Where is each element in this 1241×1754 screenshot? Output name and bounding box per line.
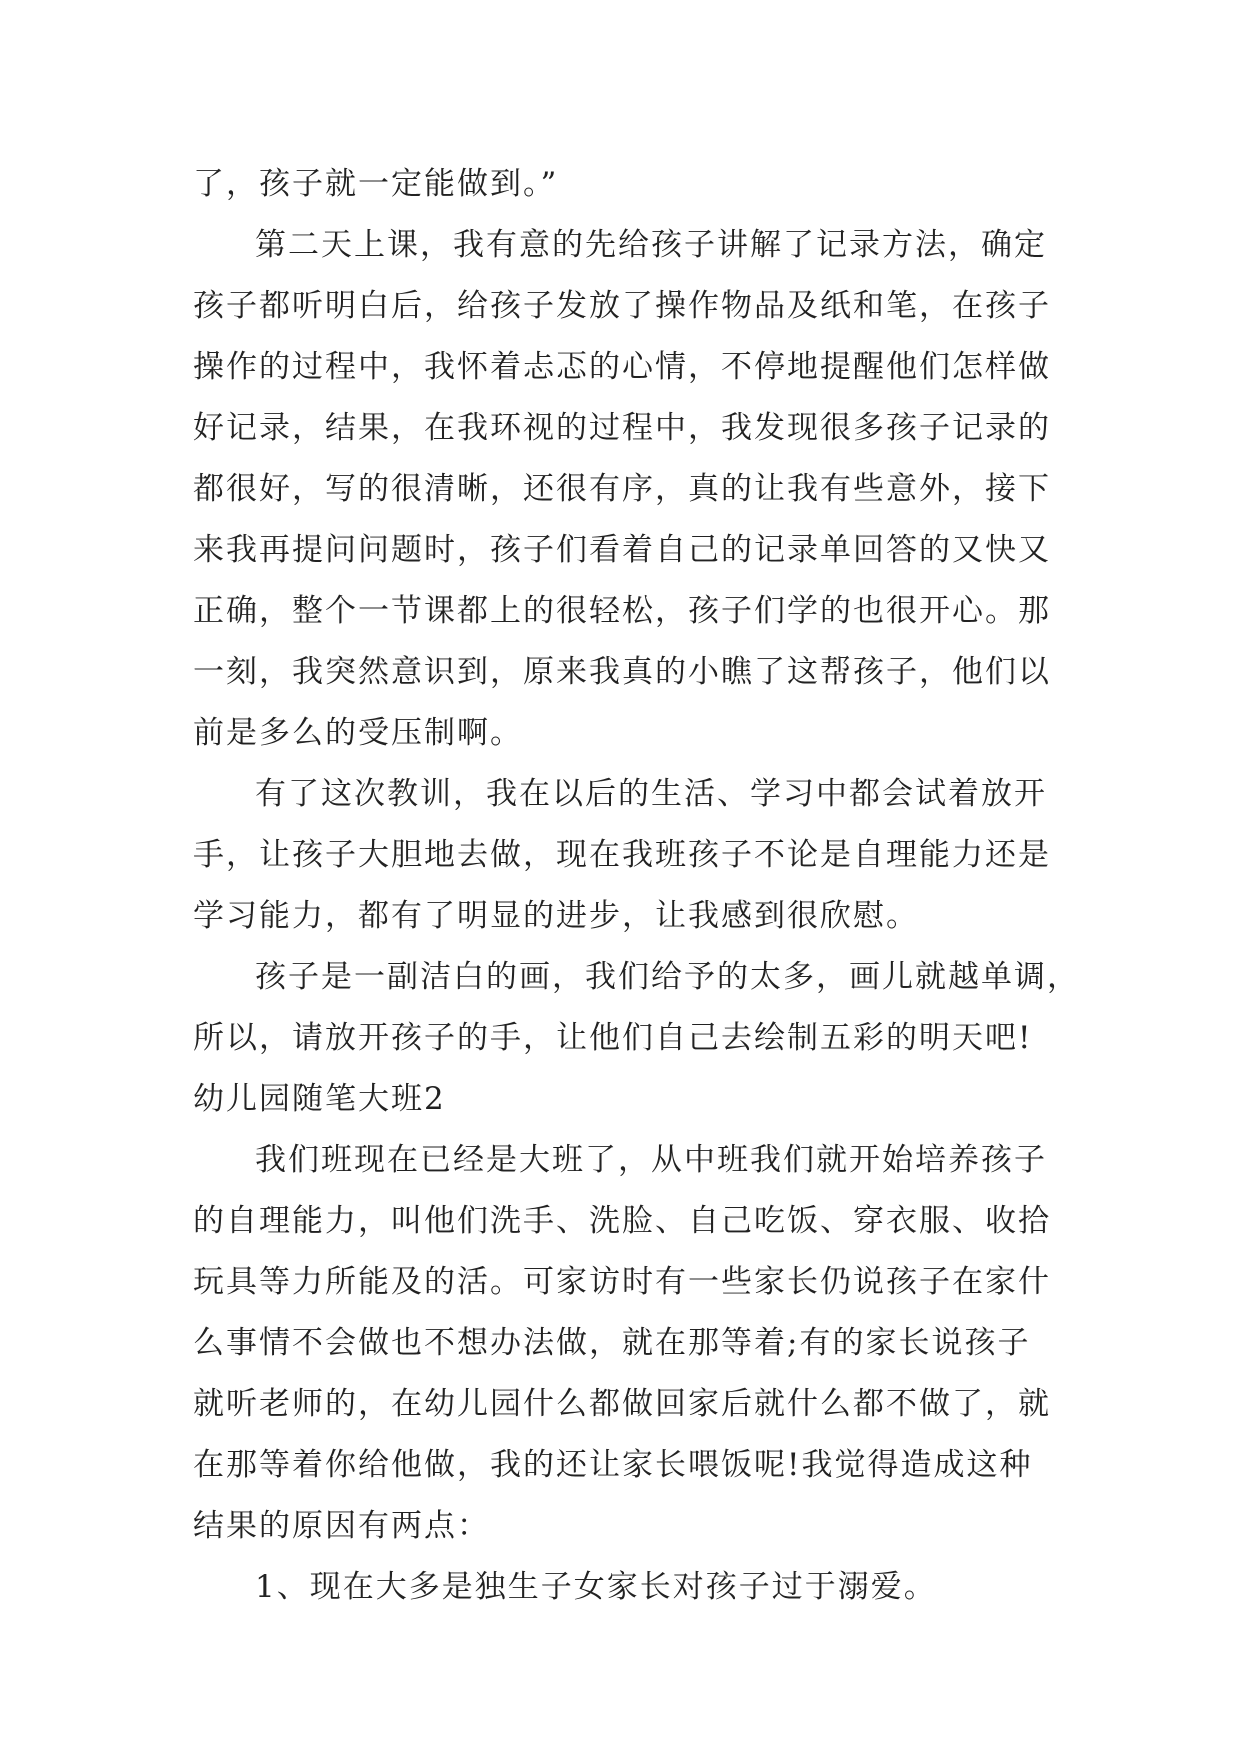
text-line: 所以，请放开孩子的手，让他们自己去绘制五彩的明天吧! — [193, 1020, 1033, 1056]
paragraph-start-line: 孩子是一副洁白的画，我们给予的太多，画儿就越单调， — [255, 959, 1080, 995]
text-line: 就听老师的，在幼儿园什么都做回家后就什么都不做了，就 — [193, 1386, 1051, 1422]
section-title: 幼儿园随笔大班2 — [193, 1081, 446, 1117]
text-line: 在那等着你给他做，我的还让家长喂饭呢!我觉得造成这种 — [193, 1447, 1033, 1483]
text-line: 孩子都听明白后，给孩子发放了操作物品及纸和笔，在孩子 — [193, 288, 1051, 324]
text-line: 前是多么的受压制啊。 — [193, 715, 523, 751]
text-line: 了，孩子就一定能做到。” — [193, 166, 559, 202]
text-line: 手，让孩子大胆地去做，现在我班孩子不论是自理能力还是 — [193, 837, 1051, 873]
text-line: 操作的过程中，我怀着忐忑的心情，不停地提醒他们怎样做 — [193, 349, 1051, 385]
text-line: 么事情不会做也不想办法做，就在那等着;有的家长说孩子 — [193, 1325, 1031, 1361]
text-line: 正确，整个一节课都上的很轻松，孩子们学的也很开心。那 — [193, 593, 1051, 629]
text-line: 都很好，写的很清晰，还很有序，真的让我有些意外，接下 — [193, 471, 1051, 507]
document-body — [193, 154, 1080, 1618]
paragraph-start-line: 第二天上课，我有意的先给孩子讲解了记录方法，确定 — [255, 227, 1047, 263]
text-line: 一刻，我突然意识到，原来我真的小瞧了这帮孩子，他们以 — [193, 654, 1051, 690]
text-line: 学习能力，都有了明显的进步，让我感到很欣慰。 — [193, 898, 919, 934]
text-line: 好记录，结果，在我环视的过程中，我发现很多孩子记录的 — [193, 410, 1051, 446]
text-line: 结果的原因有两点： — [193, 1508, 490, 1544]
text-line: 来我再提问问题时，孩子们看着自己的记录单回答的又快又 — [193, 532, 1051, 568]
text-line: 的自理能力，叫他们洗手、洗脸、自己吃饭、穿衣服、收拾 — [193, 1203, 1051, 1239]
list-item: 1、现在大多是独生子女家长对孩子过于溺爱。 — [255, 1569, 937, 1605]
paragraph-start-line: 我们班现在已经是大班了，从中班我们就开始培养孩子 — [255, 1142, 1047, 1178]
paragraph-start-line: 有了这次教训，我在以后的生活、学习中都会试着放开 — [255, 776, 1047, 812]
text-line: 玩具等力所能及的活。可家访时有一些家长仍说孩子在家什 — [193, 1264, 1051, 1300]
